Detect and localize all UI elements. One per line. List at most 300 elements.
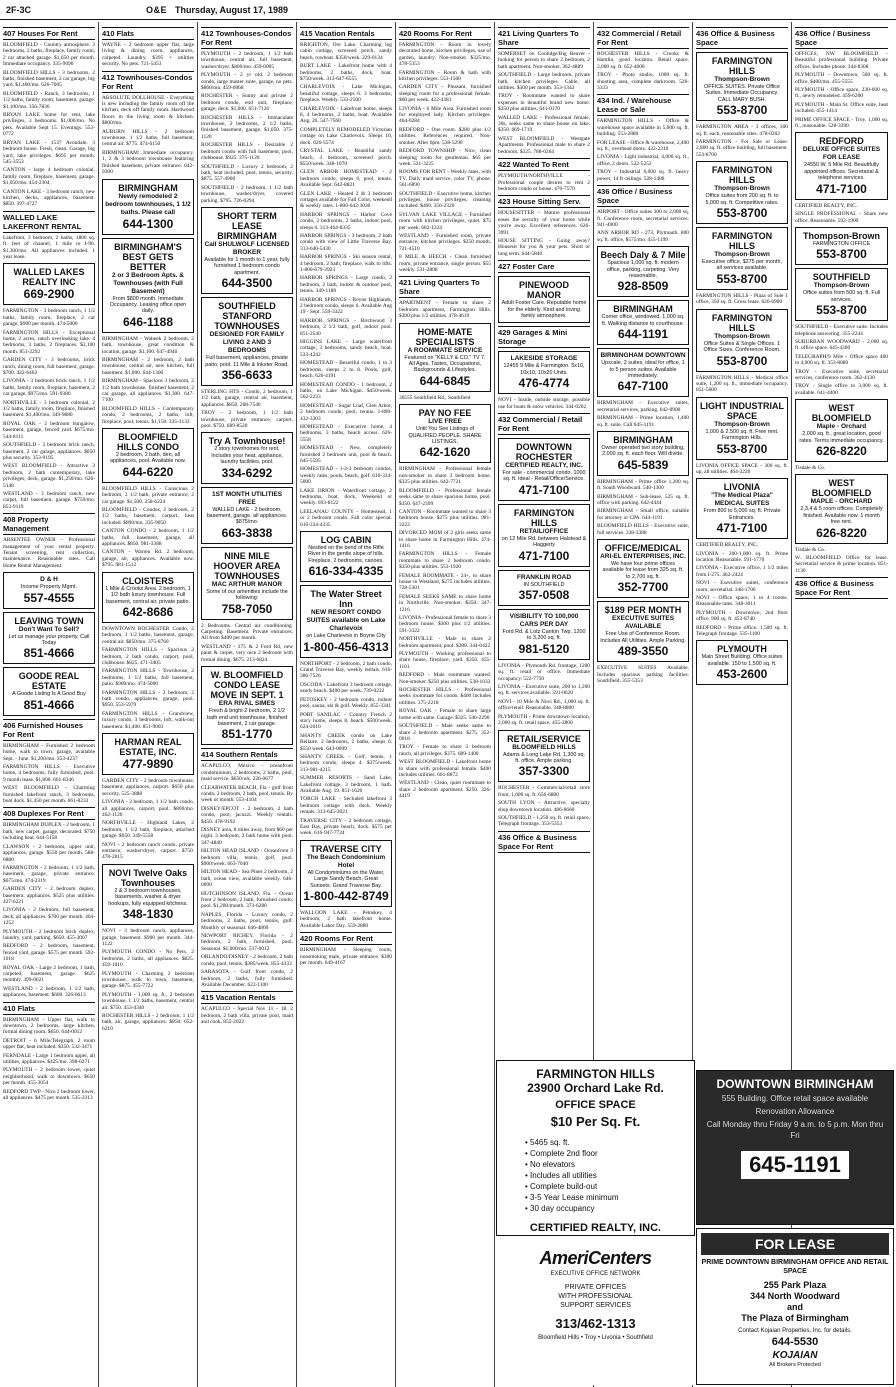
classified-ad: 8 MILE & BEECH - Clean furnished room, private entrance, single person. $55 weekly. 531-2808 [399,254,491,273]
boxed-ad-phone: 851-4666 [23,697,75,712]
boxed-ad-big: PAY NO FEE [418,408,472,419]
boxed-ad-small: 1,000 & 2,500 sq. ft. Free rent. Farmington Hills. [705,428,779,442]
boxed-ad-phone: 471-7100 [716,521,768,536]
classified-ad: FARMINGTON HILLS - Executive home, 4 bedrooms, fully furnished, pool. 9 month lease. $1,800. 661-8346 [3,764,95,783]
category-heading: 407 Houses For Rent [3,27,95,40]
boxed-ad [3,263,95,305]
boxed-ad-mid: Thompson-Brown [714,251,770,259]
classified-ad: CRYSTAL LAKE - Beautiful sandy beach, 3 bedroom, screened porch. $550/week. 348-1070 [300,148,392,167]
boxed-ad-mid: CERTIFIED REALTY, INC. [505,462,583,469]
boxed-ad-big: NOVI Twelve Oaks Townhouses [108,867,188,888]
category-heading: 436 Office & Business Space For Rent [498,831,590,853]
boxed-ad-phone: 557-4555 [23,590,75,605]
boxed-ad [597,300,689,345]
boxed-ad-phone: 851-1770 [221,727,273,742]
classified-ad: CLEARWATER BEACH, Fla - gulf front condo, 2 bedroom, 2 bath, pool, tennis. By week or month. 553-4104 [201,784,293,804]
classified-ad: TROY - Single office to 3,000 sq. ft. available. 641-4400 [795,383,888,396]
classified-ad: HOMESTEAD - Sugar Loaf, Glen Arbor, 2 bedroom condo, pool, tennis. 1-800-432-3303 [300,402,392,422]
classified-ad: PLYMOUTH - 2 bedroom, 1 1/2 bath townhouse, central air, full basement, washer/dryer. $800/mo. 459-0005 [201,51,293,70]
boxed-ad [498,276,590,323]
classified-ad: BLOOMFIELD HILLS - Executive suite, full services. 338-3388 [597,523,689,536]
classified-ad: PLYMOUTH CONDO - No Pets. 2 bedrooms, 2 baths, all appliances. $825. 459-1010 [102,949,194,969]
classified-ad: LIVONIA - Plymouth Rd. frontage, 1200 sq. ft. retail or office. Immediate occupancy. 522-7730 [498,662,590,682]
classified-ad: PLYMOUTH - Charming 2 bedroom townhouse, walk to town, basement, garage. $875. 455-7722 [102,970,194,990]
boxed-ad-big: HOME-MATE SPECIALISTS [415,326,475,347]
classified-ad: W. BLOOMFIELD Office for lease. Secretarial service & prime location. 851-1130 [795,555,888,574]
classified-ad: BLOOMFIELD - Condos, 2 bedroom, 2 1/2 baths, basement, carport, heat included. $890/mo. 335-9050 [102,507,194,526]
classified-ad: HUTCHINSON ISLAND, Fla. - Ocean front 2 bedroom, 2 bath, furnished condo, pool. $1,200/month. 373-6280 [201,890,293,910]
classified-ad: PLYMOUTH - Main St. Office suite, heat included. 455-1414 [795,101,888,115]
classified-ad: BIRMINGHAM - Executive suites, secretarial services, parking. 642-0900 [597,400,689,413]
boxed-ad-phone: 553-8700 [716,103,768,118]
classified-ad: BIRMINGHAM DUPLEX - 2 bedroom, 1 bath, new carpet, garage, decorated. $750 including heat. 644-5158 [3,822,95,842]
boxed-ad-phone: 645-5839 [617,457,669,472]
boxed-ad-phone: 357-0508 [518,588,570,603]
classified-ad: SOUTH LYON - Attractive, specialty shop downtown location. 486-6660 [498,800,590,813]
boxed-ad [597,348,689,397]
classified-ad: REDFORD - Male roommate wanted. Non-smoker. $250 plus utilities. 538-1033 [399,672,491,685]
boxed-ad-phone: 1-800-456-4313 [303,639,389,654]
classified-ad: SUBURBAN WOODWARD - 2,000 sq. ft. office space. 645-4300 [795,338,888,352]
americenters-ad [496,1235,695,1385]
boxed-ad-mid: 1ST MONTH UTILITIES FREE [211,490,283,506]
boxed-ad-mid: Call SHULWOLF LICENSED BROKER [204,240,290,256]
classified-ad: FEMALE ROOMMATE - 24+, to share house in Westland, $275 includes utilities. 728-5301 [399,572,491,592]
downtown-birmingham-ad [696,1070,894,1225]
classified-ad: GLEN ARBOR HOMESTEAD - 2 bedroom condo, sleeps 6, pool, tennis. Available Sept. 642-8821 [300,169,392,189]
boxed-ad-phone: 644-1300 [122,216,174,231]
classified-ad: NORTHVILLE - Male to share 2 bedroom apartment, pool. $300. 344-0422 [399,636,491,649]
boxed-ad [696,161,788,224]
boxed-ad-mid: ARI-EL ENTERPRISES, INC. [600,553,686,561]
bullet-item: • 5465 sq. ft. [525,1138,570,1147]
classified-ad: TROY - 2 bedroom, 1 1/2 bath townhouse, private entrance, carport, pool. $750. 689-8520 [201,410,293,429]
ad-price: $10 Per Sq. Ft. [550,1114,641,1129]
classified-ad: NOVI - 2 bedroom ranch condo, private entrance, washer/dryer, carport. $750. 478-2815 [102,841,194,861]
boxed-ad-small: 2,3,4 & 5 room offices. Completely finished. Available now. 1 month free rent. [800,506,883,526]
category-heading: 414 Southern Rentals [201,748,293,761]
ad-line: PRIVATE OFFICES WITH PROFESSIONAL SUPPORT SERVICES [558,1284,633,1309]
classified-ad: LIVONIA - 6 Mile Area. Furnished room for employed lady. Kitchen privileges. 464-0284 [399,105,491,125]
boxed-ad-big: DOWNTOWN ROCHESTER [515,442,573,462]
classified-ad: LEELANAU COUNTY - Homestead, 1 or 2 bedroom condo. Fall color special. 616-334-4335 [300,508,392,528]
classified-ad: WEST BLOOMFIELD - Lakefront home to share with professional female. $400 includes utilities. 661-8872 [399,759,491,778]
classified-ad: ORLANDO/DISNEY - 2 bedroom, 2 bath condo, pool, tennis. $385/week. 855-4333 [201,954,293,967]
boxed-ad-big: SOUTHFIELD STANFORD TOWNHOUSES [214,301,280,332]
boxed-ad-small: Featured on "KELLY & CO." TV 7. All Ages, Tastes, Occupations, Backgrounds & Lifestyles. [404,354,486,374]
classified-ad: FARMINGTON - For Sale or Lease. 2,800 sq. ft. office building, full basement. 553-8700 [696,139,788,158]
category-heading: 420 Rooms For Rent [399,27,491,40]
classified-ad: HILTON HEAD ISLAND - Oceanfront 3 bedroom villa, tennis, golf, pool. $900/week. 663-7040 [201,848,293,867]
classified-ad: 30555 Southfield Rd., Southfield [399,394,471,401]
boxed-ad-phone: 553-8700 [716,353,768,368]
classified-ad: HARBOR SPRINGS - Harbor Cove condo, 2 bedrooms, 2 baths, indoor pool, sleeps 6. 313-464-8335 [300,211,392,231]
classified-ad: ACAPULCO - Special Nov 11 - 18. 2 bedroom, 2 bath villa, private pool, maid and cook. 855-2022 [201,1006,293,1026]
ad-footnote: All Brokers Protected [769,1362,821,1368]
page-header [0,0,896,20]
boxed-ad-phone: 553-8700 [716,441,768,456]
boxed-ad-phone: 553-8700 [816,247,867,262]
classified-ad: BLOOMFIELD - Professional female seeks same to share spacious home, pool. $350. 647-2399 [399,487,491,507]
classified-ad: LIVONIA - Executive suite, 200 to 1,200 sq. ft. services available. 591-0620 [498,684,590,697]
classified-ad: FEMALE SEEKS SAME to share home in Northville. Non-smoker. $350. 347-1216 [399,593,491,613]
bullet-item: • Complete build-out [525,1182,598,1191]
classified-ad: TORCH LAKE - Secluded lakefront 3 bedroom cottage with dock. Weekly rentals. 313-645-2021 [300,796,392,816]
boxed-ad-phone: 647-7100 [617,379,669,394]
classified-ad: HARBOR SPRINGS - Large condo, 2 bedroom, 2 bath, indoor & outdoor pool, tennis. 349-1188 [300,275,392,295]
classified-ad: FARMINGTON - 2 bedroom, 1 1/2 bath, basement, garage, private entrance. $675/mo. 474-2319 [3,864,95,884]
classified-ad: WESTLAND - 2 bedroom, 1 1/2 bath, appliances, basement. $600. 326-6613 [3,985,95,999]
category-heading: 421 Living Quarters To Share [399,276,491,298]
boxed-ad-small: Upscale, 2 suites, ideal for office, 1 to 5 person suites. Available immediately. [601,360,685,379]
classified-ad: TROY - Industrial 6,000 sq. ft. heavy power, 14 ft ceilings. 528-1488 [597,169,689,182]
classified-ad: ABSENTEE OWNER - Professional management of your rental property. Tenant screening, rent collection, maintenance. Reasonable rates. Call Home Rental Management. [3,537,95,569]
classified-ad: PORT SANILAC - Country French 2 story home, sleeps 8, beach. $500/week. 624-2010 [300,711,392,731]
classified-ad: ROCHESTER - Commercial/retail store front, 1,600 sq. ft. 656-6880 [498,785,590,798]
classified-ad: Tisdale & Co. [795,546,826,553]
boxed-ad-mid: MAPLE - ORCHARD [810,498,873,506]
classified-ad: WESTLAND - Furnished room, private entrance, kitchen privileges. $250 month. 721-4510 [399,232,491,252]
boxed-ad-small: Office suites from 200 sq. ft. to 5,000 sq. ft. Competitive rates. [705,193,779,206]
classified-ad: BIRMINGHAM - Sub-lease, 525 sq. ft. office with parking. 642-4444 [597,493,689,507]
boxed-ad-mid: FRANKLIN ROAD [516,573,572,581]
section-label: 2F-3C [6,4,32,15]
boxed-ad-mid: Thompson-Brown [714,332,770,340]
boxed-ad-big: RETAIL/SERVICE [507,733,581,744]
boxed-ad-mid: NEW RESORT CONDO SUITES available on Lake Charlevoix [306,609,386,633]
classified-ad: PLYMOUTH - Office space, 230-600 sq. ft., newly remodeled. 459-6200 [795,87,888,100]
boxed-ad-big: BIRMINGHAM [613,435,673,445]
classified-ad: PLYMOUTH - 2 bedroom lower, quiet neighborhood, walk to downtown. $650 per month. 455-3054 [3,1067,95,1087]
classified-ad: REDFORD - Prime office. 1,500 sq. ft. Telegraph frontage. 535-1100 [696,624,788,638]
classified-ad: ANN ARBOR RD - 273, Plymouth. 800 sq. ft. office, $575/mo. 455-1199 [597,230,689,243]
boxed-ad-phone: 471-7100 [518,482,570,497]
boxed-ad-small: Let us manage your property. Call Today [8,633,90,646]
boxed-ad [498,730,590,783]
boxed-ad-small: Available for 1 month to 1 year, fully furnished 1 bedroom condo apartment. [204,256,290,276]
boxed-ad-mid: DELUXE OFFICE SUITES FOR LEASE [802,146,881,162]
classified-ad: TRAVERSE CITY - 2 bedroom cottage, East Bay, private beach, dock. $575 per week. 616-947-7724 [300,817,392,837]
classified-ad: BIRMINGHAM - Professional female non-smoker to share 3 bedroom home. $325 plus utilities. 642-7721 [399,466,491,486]
boxed-ad-big: LIGHT INDUSTRIAL SPACE [700,400,784,421]
boxed-ad-big: SOUTHFIELD [812,272,871,283]
ad-locations: Bloomfield Hills • Troy • Livonia • Southfield [538,1335,653,1341]
boxed-ad [102,572,194,623]
boxed-ad-small: Executive office, $275 per month, all services available. [702,259,782,272]
classified-ad: WEST BLOOMFIELD - Charming furnished lakefront ranch, 3 bedrooms, boat dock. $1,450 per month. 661-8233 [3,785,95,805]
classified-ad: NOVI - 3 bedroom ranch, appliances, garage, basement. $900 per month. 344-1122 [102,928,194,947]
classified-ad: PLYMOUTH - Prime downtown location, 2,000 sq. ft. retail space. 455-2800 [498,713,590,727]
classified-ad: OSCODA - Lakefront 3 bedroom cottage, sandy beach. $400 per week. 739-0232 [300,681,392,695]
ad-title: FARMINGTON HILLS [536,1067,655,1081]
classified-ad: FARMINGTON HILLS - Office & warehouse space available in 5,000 sq. ft. building. 553-2880 [597,118,689,138]
boxed-ad-phone: 663-3838 [221,525,273,540]
boxed-ad-small: Adult Foster Care. Reputable home for the elderly. Kind and loving family atmosphere. [501,300,587,319]
ad-bullets [525,1137,688,1214]
classified-ad: BRYAN LAKE - 1537 Avondale. 3 bedroom house. Fresh, clean. Garage, big yard, lake privileges. $695 per month. 545-3553 [3,139,95,165]
classified-ad: BIRMINGHAM: Immediate occupancy. 1, 2 & 3 bedroom townhouse featuring finished basement, private entrance. 642-9300 [102,149,194,176]
classified-ad: WESTLAND - 3 bedroom ranch, new carpet, full basement, garage. $750/mo. 853-9119 [3,490,95,510]
classified-ad: TELEGRAPH/9 Mile - Office space 400 to 4,000 sq. ft. 353-8080 [795,353,888,367]
boxed-ad-big: REDFORD [819,136,864,147]
boxed-ad [795,399,888,462]
classified-ad: BLOOMFIELD - Country atmosphere. 3 bedrooms, 2 baths, fireplace, family room, 2 car attached garage. $1,650 per month. Immediate occupancy. 335-9090 [3,42,95,68]
boxed-ad-big: NINE MILE HOOVER AREA TOWNHOUSES [213,550,281,581]
classified-ad: NOVI - 10 Mile & Novi Rd., 1,000 sq. ft. office/retail. Reasonable. 348-8800 [498,698,590,712]
boxed-ad-big: WALLED LAKES REALTY INC [13,267,85,288]
classified-ad: LIVONIA - 2 bedroom, 1 1/2 bath condo, all appliances, carport, pool. $800/mo. 462-1120 [102,799,194,819]
boxed-ad-small: 12455 9 Mile & Farmington. 5x10, 10x10, 10x20 Units. [503,363,585,376]
classified-ad: ROCHESTER HILLS - Crooks & Hamlin, good location. Retail space. 2,000 sq. ft. 652-4000 [597,51,689,70]
boxed-ad-small: Corner office, windowed, 1,000 sq. ft. Walking distance to courthouse. [601,314,685,327]
americenters-logo: AmeriCenters [539,1248,652,1268]
boxed-ad [102,179,194,235]
boxed-ad-mid: 2 or 3 Bedroom Apts. & Townhouses (with Full Basement) [112,271,184,295]
boxed-ad-phone: 553-8700 [716,271,768,286]
for-lease-tag: FOR LEASE [701,1233,889,1255]
classified-column [297,22,396,1387]
boxed-ad-phone: 851-4666 [23,646,75,661]
boxed-ad-big: The Water Street Inn [310,589,382,610]
boxed-ad-big: FARMINGTON HILLS [513,507,575,528]
boxed-ad-mid: "The Medical Plaza" MEDICAL SUITES [711,492,773,508]
boxed-ad-phone: 758-7050 [221,601,273,616]
classified-ad: BIRMINGHAM - Small office, suitable for attorney or CPA. 644-1191 [597,508,689,521]
boxed-ad-big: LIVONIA [723,482,761,493]
category-heading: 432 Commercial / Retail For Rent [498,413,590,435]
classified-ad: CANTON - Warren Rd. 2 bedroom, garage, air, appliances. Available now. $795. 981-1512 [102,549,194,569]
classified-ad: EXECUTIVE SUITES Available. Includes spacious parking facilities. Southfield. 355-5353 [597,665,689,684]
classified-ad: NOVI - Inside, outside storage, possible use for boats & snow vehicles. 344-0202 [498,397,590,410]
classified-ad: HARBOR SPRINGS - Boyne Highlands, 2 bedroom condo, sleeps 6. Available Aug 19 - Sept. 559-3322 [300,296,392,316]
boxed-ad-big: BIRMINGHAM [118,182,178,193]
classified-ad: HARBOR SPRINGS - Birchwood 3 bedroom, 2 1/2 bath, golf, indoor pool. 851-2540 [300,317,392,337]
boxed-ad-phone: 476-4774 [518,376,570,391]
classified-ad: SHANTY CREEK - Golf, tennis, 1 bedroom condo, sleeps 4. $375/week. 313-981-4215 [300,753,392,773]
boxed-ad-small: 2,000 sq. ft., great location, good rates. Terms immediate occupancy. [799,431,884,444]
classified-ad: REDFORD - 2 bedroom, basement, fenced yard, garage. $575 per month. 592-1018 [3,943,95,963]
boxed-ad [300,585,392,657]
boxed-ad [201,297,293,386]
classified-ad: WESTLAND - 375 & 2 Ford Rd, new paint & carpet, very nice 2 bedroom with formal dining. $675. 213-6824 [201,643,293,663]
classified-ad: ROCHESTER HILLS - 2 bedroom, 1 1/2 bath, air, garage, appliances. $850. 652-6210 [102,1012,194,1032]
boxed-ad-big: LOG CABIN [320,535,372,546]
boxed-ad-small: 2 bedroom, 2 bath, den, all appliances, pool. Available now. [109,452,187,465]
classified-ad: GLEN LAKE - Heated 2 & 3 bedroom cottages available for Fall Color, weekend & weekly rates. 1-800-642-3030 [300,190,392,210]
boxed-ad [498,609,590,660]
classified-column [396,22,495,1387]
boxed-ad-big: BIRMINGHAM [613,304,673,315]
boxed-ad [597,431,689,476]
category-heading: 410 Flats [102,27,194,40]
classified-ad: BIRMINGHAM - Spacious 3 bedroom, 2 1/2 bath townhouse, finished basement, 2 car garage, all appliances. $1,300. 647-7100 [102,378,194,404]
classified-ad: BURT LAKE - Lakefront home with 4 bedrooms, 2 baths, dock, boat. $750/week. 313-647-6555 [300,63,392,83]
boxed-ad-mid: Thompson-Brown [714,420,770,428]
boxed-ad [597,246,689,297]
classified-ad: BLOOMFIELD HILLS - Conscious 2 bedroom, 2 1/2 bath, private entrance, 2 car garage. $1,500. 258-6224 [102,485,194,505]
boxed-ad [696,52,788,121]
classified-ad: CHARLEVOIX - Lakefront home, sleeps 8, 4 bedrooms, 2 baths, boat. Available Aug. 26. 547-7560 [300,105,392,125]
classified-ad: SOUTHFIELD - 3 bedroom brick ranch, basement, 2 car garage, appliances. $850 plus security. 353-9195 [3,442,95,461]
boxed-ad-small: Full basement, appliances, private patio, pool. 11 Mile & Inkster Road. [205,355,289,368]
boxed-ad-phone: 334-6292 [221,465,273,480]
category-heading: 421 Living Quarters To Share [498,27,590,49]
boxed-ad-phone: 642-8686 [122,604,174,619]
boxed-ad [696,309,788,372]
category-heading: 412 Townhouses-Condos For Rent [201,29,292,47]
boxed-ad-mid: Don't Want To Sell? [18,625,80,633]
boxed-ad-mid: Thompson-Brown [813,282,870,290]
boxed-ad [696,397,788,460]
boxed-ad-small: WALLED LAKE - 2 bedroom, basement, garage, all appliances. $875/mo. [206,506,288,526]
boxed-ad-phone: 644-3500 [221,276,273,291]
boxed-ad-mid: Thompson-Brown [714,185,770,193]
ad-line: Renovation Allowance [755,1107,835,1116]
classified-ad: HOUSE SITTING - Going away? Housesit for you & your pets. Short or long term. 644-5840 [498,237,590,257]
boxed-ad-small: We have four prime offices available for lease from 325 sq. ft. to 2,700 sq. ft. [602,561,684,580]
boxed-ad-small: All Condominiums on the Water, Large Sandy Beach, Great Sunsets. Grand Traverse Bay. [307,869,385,889]
classified-ad: OFFICES, NW. BLOOMFIELD - Beautiful professional building. Private offices. Includes phone. 344-8308 [795,51,888,70]
boxed-ad-big: Thompson-Brown [803,230,880,241]
classified-ad: WALLED LAKE - Professional female, 30s, seeks same to share house on lake. $350. 669-1719 [498,114,590,134]
classified-ad: HOMESTEAD - Beautiful condo, 1 to 3 bedrooms, sleeps 2 to 8. Pools, golf, beach. 626-4191 [300,360,392,380]
boxed-ad-phone: 553-8700 [816,303,867,318]
classified-ad: NOVI - Executive suites, conference room, secretarial. 348-1700 [696,580,788,593]
boxed-ad-phone: 453-2600 [716,667,768,682]
boxed-ad-small: on 12 Mile Rd. between Halstead & Haggerty [501,535,587,549]
boxed-ad-phone: 553-8700 [716,206,768,221]
classified-ad: FARMINGTON AREA - 3 offices, 300 sq. ft. each, reasonable rates. 478-0202 [696,124,788,137]
boxed-ad [102,864,194,925]
classified-ad: LIVONIA - 2 bedroom, full basement, deck, all appliances. $700 per month. 464-1252 [3,907,95,927]
category-heading: 429 Garages & Mini Storage [498,326,590,348]
boxed-ad-big: WEST BLOOMFIELD [811,403,872,424]
boxed-ad [3,667,95,715]
boxed-ad-phone: 477-9890 [122,757,174,771]
kojaian-logo: KOJAIAN [772,1350,818,1361]
boxed-ad-phone: 642-1620 [419,445,471,460]
boxed-ad-small: Office suites from 500 sq. ft. Full services. [802,290,881,303]
boxed-ad [3,612,95,665]
boxed-ad-big: PINEWOOD MANOR [518,280,569,301]
logo-subtitle: EXECUTIVE OFFICE NETWORK [550,1271,641,1277]
boxed-ad [597,601,689,662]
boxed-ad-mid: RETAIL/OFFICE [519,527,569,535]
boxed-ad-small: Free Use of Conference Room. Includes All Utilities. Ample Parking. [600,631,686,644]
boxed-ad [300,840,392,907]
boxed-ad [201,666,293,745]
classified-ad: FARMINGTON HILLS - Townhouse, 2 bedrooms, 1 1/2 baths, full basement, patio. $900/mo. 474-5000 [102,668,194,688]
classified-ad: FARMINGTON HILLS - Exceptional home, 2 acres, ranch overlooking lake. 4 bedrooms, 3 baths, 2 fireplaces. $2,100 month. 851-2292 [3,329,95,355]
ad-heading: PRIME DOWNTOWN BIRMINGHAM OFFICE AND RETAIL SPACE [701,1259,889,1275]
classified-ad: TROY - Photo studio, 1000 sq. ft. shooting area, complete darkroom. 528-3333 [597,72,689,92]
boxed-ad-phone: 669-2900 [23,287,75,302]
bullet-item: • No elevators [525,1160,575,1169]
classified-ad: CLAWSON - 2 bedroom, upper unit, appliances, garage. $550 per month. 588-6880 [3,843,95,863]
category-heading: 406 Furnished Houses For Rent [3,719,95,741]
classified-ad: PLYMOUTH - Downtown, 2nd floor office, 900 sq. ft. 453-8740 [696,609,788,623]
boxed-ad-big: SHORT TERM LEASE BIRMINGHAM [217,210,277,241]
boxed-ad-phone: 646-1188 [122,314,174,329]
boxed-ad [201,487,293,544]
classified-ad: AUBURN HILLS - 2 bedroom townhouse, 1 1/2 baths, full basement, central air. $775. 474-6150 [102,128,194,148]
boxed-ad [498,504,590,567]
classified-ad: FARMINGTON - 3 bedroom ranch, 1 1/2 baths, family room, fireplace, 2 car garage, $900 per month. 474-5000 [3,308,95,328]
classified-ad: ROCHESTER HILLS - Immaculate townhouse, 2 bedrooms, 2 1/2 baths, finished basement, garage. $1,050. 375-1120 [201,114,293,140]
boxed-ad-small: Adams & Long Lake Rd. 1,300 sq. ft. office. Ample parking. [502,751,586,764]
boxed-ad [399,404,491,463]
classified-column [0,22,99,1387]
classified-ad: COMPLETELY REMODELED Victorian cottage on Lake Charlevoix. Sleeps 10, dock. 626-5574 [300,126,392,146]
boxed-ad-small: For sale - commercial condo. 1000 sq. ft. Ideal - Retail/Office/Service. [502,470,586,483]
classified-ad: WESTLAND - Clean, quiet roommate to share 2 bedroom apartment. $250. 326-4419 [399,780,491,800]
boxed-ad-big: WEST BLOOMFIELD [811,478,872,499]
boxed-ad-phone: 981-5120 [518,641,570,656]
category-heading: 436 Office / Business Space [795,27,888,49]
category-heading: 415 Vacation Rentals [201,991,293,1004]
classified-ad: LIVONIA OFFICE SPACE - 300 sq. ft. up, all utilities. 464-2220 [696,462,788,475]
classified-ad: CANTON CONDO - 2 bedroom, 1 1/2 baths, full basement, garage, all appliances. $850. 981-3388 [102,528,194,548]
boxed-ad [300,531,392,582]
classified-ad: BIRMINGHAM - Wabeek 2 bedroom, 2 bath, townhouse, great condition & location, garage. $1,100. 647-4940 [102,335,194,355]
boxed-ad-mid: LAKESIDE STORAGE [510,355,578,363]
classified-ad: CANTON - large 4 bedroom colonial, family room, fireplace, basement, garage. $1,050/mo. 454-2304 [3,167,95,187]
boxed-ad-phone: 644-1191 [617,327,669,342]
classified-ad: CANTON - Roommate wanted to share 3 bedroom house. $275 plus utilities. 981-3222 [399,508,491,528]
classified-ad: REDFORD TWP - Nice 2 bedroom lower, all appliances. $475 per month. 535-2313 [3,1088,95,1102]
category-heading: 436 Office & Business Space [696,27,788,49]
classified-ad: BLOOMFIELD HILLS - 3 bedrooms, 2 baths, finished basement, 2 car garage, big yard. $1,400/mo. 626-7005 [3,69,95,89]
classified-ad: HARBOR SPRINGS - 3 bedroom, 2 bath condo with view of Little Traverse Bay. 313-640-5430 [300,232,392,252]
classified-ad: BIRMINGHAM - Furnished 2 bedroom home, walk to town, garage, available Sept. - June. $1,200/mo. 353-4237 [3,742,95,762]
classified-ad: ROOMS FOR RENT - Weekly rates, with TV. Daily maid service, color TV, phone. 561-6890 [399,169,491,189]
category-heading: 422 Wanted To Rent [498,158,590,171]
classified-ad: LIVONIA - 200-1,000 sq. ft. Prime location. Reasonable. 591-1770 [696,550,788,563]
classified-ad: BIRMINGHAM - Upper flat, walk to downtown, 2 bedrooms, large kitchen, formal dining room. $650. 644-0012 [3,1016,95,1036]
boxed-ad-phone: 348-1830 [122,907,174,922]
ad-line: 555 Building. Office retail space available [721,1094,869,1103]
classified-ad: SARASOTA - Gulf front condo, 2 bedroom, 2 baths, fully furnished. Available December. 622-1100 [201,969,293,988]
classified-ad: PLYMOUTH - Working professional to share house, fireplace, yard. $350. 455-1101 [399,651,491,670]
category-heading: 412 Townhouses-Condos For Rent [102,72,193,91]
category-heading: 408 Duplexes For Rent [3,807,95,820]
classified-ad: Tisdale & Co. [795,465,826,471]
classified-ad: REDFORD - One room. $280 plus 1/2 utilities. References required. Non-smoker. After 6pm. 538-5290 [399,126,491,146]
classified-ad: DOWNTOWN ROCHESTER Condo, 2 bedroom, 1 1/2 baths, basement, garage, central air. $850/mo. 375-8760 [102,625,194,645]
classified-ad: SOUTHFIELD - Executive home, kitchen privileges, house privileges, cleaning included. $400. 356-2320 [399,190,491,210]
boxed-ad-phone: 626-8220 [816,444,867,458]
boxed-ad-mid: D & H [40,576,58,584]
classified-ad: PLYMOUTH - 2 bedroom brick duplex, laundry, yard, parking. $650. 455-3007 [3,928,95,941]
classified-ad: ABSOLUTE DOLLHOUSE - Everything is new including the family room off the kitchen, deck off family room. Hardwood floors in the living room & kitchen. $800/mo. [102,94,194,127]
boxed-ad [795,132,888,199]
ad-line: Call Monday thru Friday 9 a.m. to 5 p.m. Mon thru Fri [706,1120,884,1140]
paper-name: O&E [146,4,168,15]
classified-ad: WEST BLOOMFIELD - Attractive 3 bedroom, 2 bath contemporary, lake privileges, deck, garage. $1,250/mo. 626-5148 [3,463,95,489]
classified-ad: ROYAL OAK - Female to share large home with same. Garage. $325. 546-2290 [399,708,491,721]
classified-ad: NORTHVILLE - 3 bedroom colonial, 2 1/2 baths, family room, fireplace, finished basement. $1,400/mo. 349-9880 [3,399,95,419]
boxed-ad-big: Try A Townhouse! [208,436,286,447]
boxed-ad-mid: EXECUTIVE SUITES AVAILABLE [611,615,675,631]
boxed-ad-mid: BLOOMFIELD HILLS [512,743,576,751]
boxed-ad-small: 2 story townhomes for rent. Includes your heat, appliance, laundry facilities, pool. [211,446,283,466]
boxed-ad [696,640,788,685]
classified-ad: SINGLE PROFESSIONAL - Share new office. Reasonable. 592-1900 [795,211,888,224]
boxed-ad [498,351,590,394]
classified-ad: BIRMINGHAM - Prime office 1,200 sq. ft. South Woodward. 540-1300 [597,478,689,492]
classified-ad: HOMESTEAD - New, completely furnished 2 bedroom unit, pool & beach. 645-5595 [300,445,392,464]
boxed-ad [201,207,293,294]
